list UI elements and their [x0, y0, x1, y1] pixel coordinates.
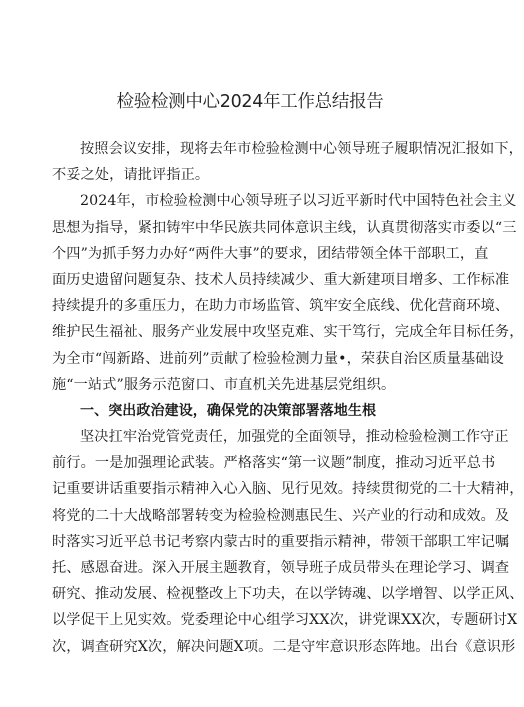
section-heading: 一、突出政治建设，确保党的决策部署落地生根 — [80, 402, 377, 419]
paragraph-line: 将党的二十大战略部署转变为检验检测惠民生、兴产业的行动和成效。及 — [52, 507, 510, 524]
paragraph-line: 不妥之处，请批评指正。 — [52, 167, 210, 184]
paragraph-line: 按照会议安排，现将去年市检验检测中心领导班子履职情况汇报如下， — [80, 141, 523, 157]
paragraph-line: 思想为指导，紧扣铸牢中华民族共同体意识主线，认真贯彻落实市委以“三 — [52, 219, 517, 236]
paragraph-line: 坚决扛牢治党管党责任，加强党的全面领导，推动检验检测工作守正 — [80, 429, 509, 446]
paragraph-line: 面历史遗留问题复杂、技术人员持续减少、重大新建项目增多、工作标准 — [52, 271, 510, 288]
paragraph-line: 前行。一是加强理论武装。严格落实“第一议题”制度，推动习近平总书 — [52, 455, 496, 472]
paragraph-line: 研究、推动发展、检视整改上下功夫，在以学铸魂、以学增智、以学正风、 — [52, 586, 524, 603]
document-body — [52, 136, 524, 660]
paragraph-line: 次，调查研究X次，解决问题X项。二是守牢意识形态阵地。出台《意识形 — [52, 638, 516, 655]
paragraph-line: 2024年，市检验检测中心领导班子以习近平新时代中国特色社会主义 — [80, 193, 517, 210]
paragraph-line: 施“一站式”服务示范窗口、市直机关先进基层党组织。 — [52, 376, 396, 393]
paragraph-line: 持续提升的多重压力，在助力市场监管、筑牢安全底线、优化营商环境、 — [52, 298, 510, 315]
document-title: 检验检测中心2024年工作总结报告 — [116, 92, 384, 112]
paragraph-line: 以学促干上见实效。党委理论中心组学习XX次，讲党课XX次，专题研讨X — [52, 612, 518, 629]
paragraph-line: 维护民生福祉、服务产业发展中攻坚克难、实干笃行，完成全年目标任务， — [52, 324, 524, 341]
paragraph-line: 时落实习近平总书记考察内蒙古时的重要指示精神，带领干部职工牢记嘱 — [52, 533, 510, 550]
paragraph-line: 托、感恩奋进。深入开展主题教育，领导班子成员带头在理论学习、调查 — [52, 560, 510, 576]
paragraph-line: 为全市“闯新路、进前列”贡献了检验检测力量•，荣获自治区质量基础设 — [52, 350, 504, 367]
paragraph-line: 记重要讲话重要指示精神入心入脑、见行见效。持续贯彻党的二十大精神， — [52, 481, 524, 498]
paragraph-line: 个四”为抓手努力办好“两件大事”的要求，团结带领全体干部职工，直 — [52, 245, 489, 262]
